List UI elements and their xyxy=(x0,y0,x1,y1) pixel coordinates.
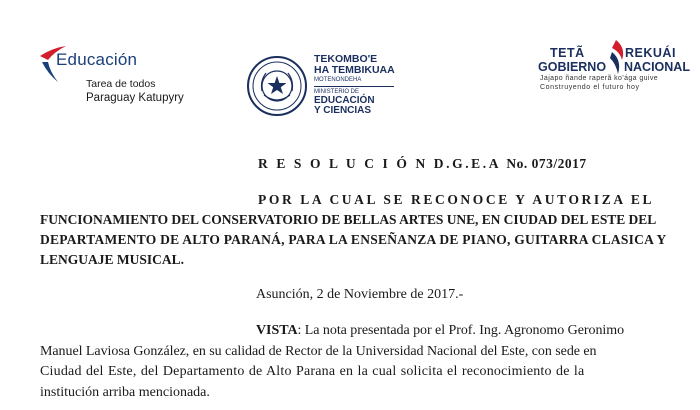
national-seal-icon xyxy=(246,55,308,117)
ministry-line1: TEKOMBO'E xyxy=(314,53,378,65)
gobierno-word3: GOBIERNO xyxy=(538,60,607,74)
resolution-label: R E S O L U C I Ó N D.G.E.A xyxy=(258,156,501,171)
vista-line: Ciudad del Este, del Departamento de Alto Parana en la cual solicita el reconocimiento de la xyxy=(40,364,585,379)
ministry-line2: HA TEMBIKUAA xyxy=(314,64,395,76)
ministry-line6: Y CIENCIAS xyxy=(314,105,372,116)
ministry-line3: MOTENONDEHA xyxy=(314,77,362,83)
ministry-line4: MINISTERIO DE xyxy=(314,89,360,95)
resolution-number: No. 073/2017 xyxy=(506,156,587,171)
gobierno-word4: NACIONAL xyxy=(624,60,690,74)
educacion-word: Educación xyxy=(56,50,138,69)
ministry-logo xyxy=(314,54,404,116)
educacion-subtitle: Paraguay Katupyry xyxy=(86,92,184,104)
place-date: Asunción, 2 de Noviembre de 2017.- xyxy=(256,287,464,302)
gobierno-word2: REKUÁI xyxy=(625,46,676,60)
vista-label: VISTA xyxy=(256,323,298,338)
vista-text: : La nota presentada por el Prof. Ing. Agronomo Geronimo xyxy=(297,323,625,338)
heading-line: DEPARTAMENTO DE ALTO PARANÁ, PARA LA ENSEÑANZA DE PIANO, GUITARRA CLASICA Y xyxy=(40,232,667,247)
resolution-heading xyxy=(40,190,667,270)
resolution-title xyxy=(258,156,587,172)
educacion-logo xyxy=(38,44,208,114)
heading-line: LENGUAJE MUSICAL. xyxy=(40,252,185,267)
ministry-line5: EDUCACIÓN xyxy=(314,95,375,106)
heading-line: POR LA CUAL SE RECONOCE Y AUTORIZA EL xyxy=(258,192,655,207)
gobierno-word1: TETÃ xyxy=(550,46,585,60)
vista-paragraph xyxy=(40,321,660,403)
gobierno-tagline1: Jajapo ñande raperã ko'ága guive xyxy=(540,75,659,82)
educacion-tagline: Tarea de todos xyxy=(86,78,156,90)
ministry-divider xyxy=(314,86,394,87)
gobierno-nacional-logo xyxy=(520,38,690,108)
vista-line: Manuel Laviosa González, en su calidad de Rector de la Universidad Nacional del Este, con sede en xyxy=(40,343,597,359)
heading-line: FUNCIONAMIENTO DEL CONSERVATORIO DE BELLAS ARTES UNE, EN CIUDAD DEL ESTE DEL xyxy=(40,212,657,227)
gobierno-tagline2: Construyendo el futuro hoy xyxy=(540,84,640,91)
vista-line: institución arriba mencionada. xyxy=(40,384,210,400)
vista-line xyxy=(40,321,660,342)
